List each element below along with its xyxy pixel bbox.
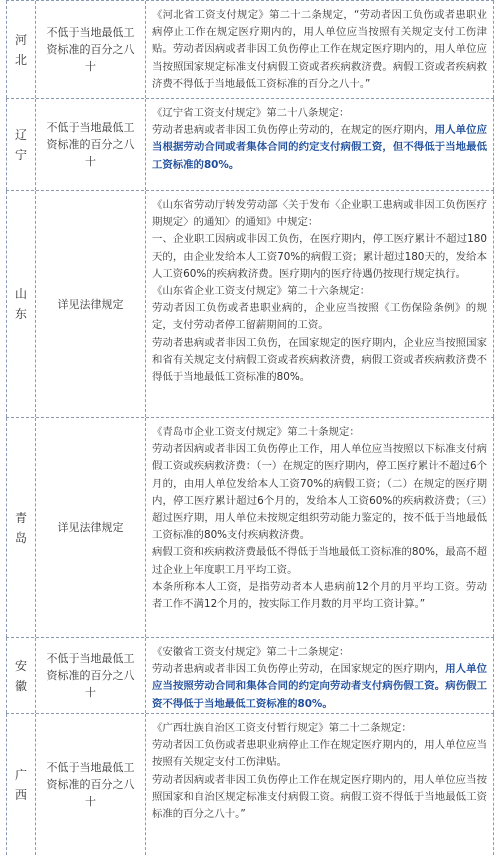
province-cell [6, 714, 36, 855]
table-row-shandong [6, 191, 494, 418]
law-paragraph [152, 661, 487, 713]
law-paragraph: 劳动者因病或者非因工负伤停止工作在规定医疗期内的，用人单位应当按照国家和自治区规定标准支付病假工资。病假工资不得低于当地最低工资标准的百分之八十。” [152, 773, 487, 821]
law-cell [146, 418, 494, 637]
law-text: 劳动者患病或者非因工负伤停止劳动的，在规定的医疗期内， [152, 124, 435, 137]
table-row-hebei [6, 0, 494, 99]
law-cell [146, 1, 494, 98]
law-paragraph: 本条所称本人工资，是指劳动者本人患病前12个月的月平均工资。劳动者工作不满12个月的，按实际工作月数的月平均工资计算。” [152, 580, 487, 611]
standard-cell: 不低于当地最低工资标准的百分之八十 [36, 714, 146, 855]
law-cell [146, 638, 494, 713]
law-paragraph: 《安徽省工资支付规定》第二十二条规定： [152, 646, 350, 658]
province-cell [6, 638, 36, 713]
province-cell [6, 99, 36, 190]
law-paragraph: 病假工资和疾病救济费最低不得低于当地最低工资标准的80%，最高不超过企业上年度职工月平均工资。 [152, 546, 487, 576]
table-row-anhui [6, 638, 494, 714]
law-cell [146, 99, 494, 190]
standard-cell: 详见法律规定 [36, 418, 146, 637]
law-highlight: 用人单位应当根据劳动合同或者集体合同的约定支付病假工资，但不得低于当地最低工资标准的80%。 [152, 124, 488, 171]
province-char: 徽 [14, 678, 27, 693]
province-cell [6, 1, 36, 98]
province-char: 山 [14, 287, 27, 301]
province-char: 青 [14, 510, 27, 525]
province-char: 东 [14, 307, 27, 321]
province-char: 安 [14, 658, 27, 673]
law-paragraph [152, 122, 487, 174]
table-row-guangxi [6, 714, 494, 855]
province-char: 北 [14, 52, 27, 67]
province-cell [6, 191, 36, 417]
law-paragraph: 劳动者因病或者非因工负伤停止工作，用人单位应当按照以下标准支付病假工资或疾病救济费：（一）在规定的医疗期内，停工医疗累计不超过6个月的，由用人单位发给本人工资70%的病假工资；（二）在规定的医疗期内，停工医疗累计超过6个月的，发给本人工资60%的疾病救济费；（三）超过医疗期，用人单位未按规定组织劳动能力鉴定的，按不低于当地最低工资标准的80%支付疾病救济费。 [152, 443, 487, 542]
province-char: 西 [14, 787, 27, 802]
standard-cell: 不低于当地最低工资标准的百分之八十 [36, 99, 146, 190]
standard-cell: 详见法律规定 [36, 191, 146, 417]
province-cell [6, 418, 36, 637]
province-char: 辽 [14, 127, 27, 142]
province-char: 岛 [14, 530, 27, 545]
province-char: 宁 [14, 147, 27, 162]
law-paragraph: 《山东省企业工资支付规定》第二十六条规定： [152, 285, 371, 298]
table-row-liaoning [6, 99, 494, 191]
law-paragraph: 《青岛市企业工资支付规定》第二十条规定： [152, 426, 360, 438]
province-char: 广 [14, 767, 27, 782]
law-paragraph: 《辽宁省工资支付规定》第二十八条规定： [152, 107, 350, 119]
law-cell [146, 191, 494, 417]
standard-cell: 不低于当地最低工资标准的百分之八十 [36, 638, 146, 713]
law-paragraph: 《广西壮族自治区工资支付暂行规定》第二十二条规定： [152, 722, 412, 734]
law-paragraph: 《山东省劳动厅转发劳动部〈关于发布〈企业职工患病或非因工负伤医疗期规定〉的通知〉的通知》中规定： [152, 199, 487, 229]
law-paragraph: 劳动者患病或者非因工负伤，在国家规定的医疗期内，企业应当按照国家和省有关规定支付病假工资或者疾病救济费，病假工资或者疾病救济费不得低于当地最低工资标准的80%。 [152, 336, 487, 384]
law-text: 劳动者患病或者非因工负伤停止劳动，在国家规定的医疗期内， [152, 663, 446, 676]
law-highlight: 用人单位应当按照劳动合同和集体合同的约定向劳动者支付病伤假工资。病伤假工资不得低于当地最低工资标准的80%。 [152, 663, 488, 710]
law-paragraph: 劳动者因工负伤或者患职业病的，企业应当按照《工伤保险条例》的规定，支付劳动者停工留薪期间的工资。 [152, 302, 487, 332]
province-char: 河 [14, 32, 27, 47]
law-paragraph: 一、企业职工因病或非因工负伤，在医疗期内，停工医疗累计不超过180天的，由企业发给本人工资70%的病假工资；累计超过180天的，发给本人工资60%的疾病救济费。医疗期内的医疗待遇仍按现行规定执行。 [152, 233, 487, 280]
table-row-qingdao [6, 418, 494, 638]
law-paragraph: 《河北省工资支付规定》第二十二条规定，“劳动者因工负伤或者患职业病停止工作在规定医疗期内的，用人单位应当按照有关规定支付工伤津贴。劳动者因病或者非因工负伤停止工作在规定医疗期内的，用人单位应当按照国家规定标准支付病假工资或者疾病救济费。病假工资或者疾病救济费不得低于当地最低工资标准的百分之八十。” [152, 9, 487, 90]
law-paragraph: 劳动者因工负伤或者患职业病停止工作在规定医疗期内的，用人单位应当按照有关规定支付工伤津贴。 [152, 739, 487, 769]
law-cell [146, 714, 494, 855]
standard-cell: 不低于当地最低工资标准的百分之八十 [36, 1, 146, 98]
